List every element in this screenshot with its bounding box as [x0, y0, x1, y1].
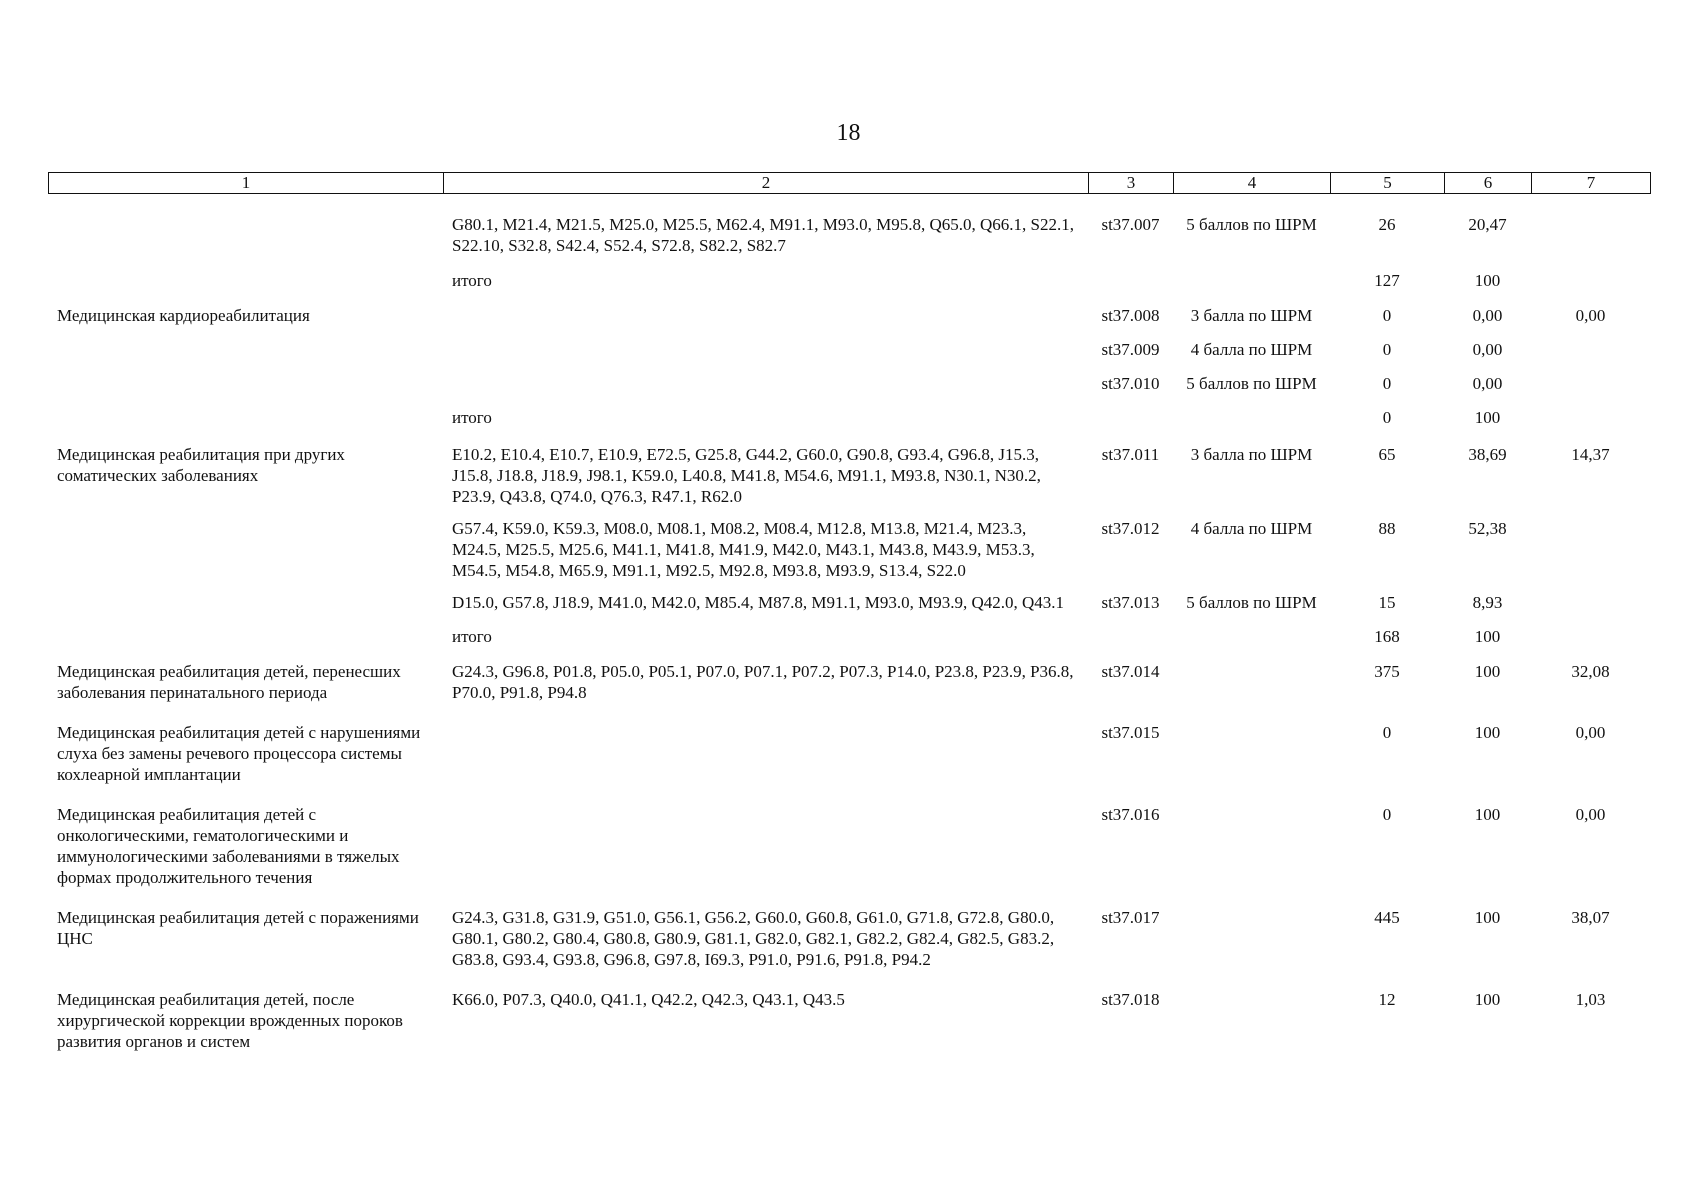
cell-col-1: [48, 326, 443, 360]
cell-col-5: 15: [1378, 593, 1396, 612]
cell-col-7: [1531, 326, 1650, 360]
cell-col-3: st37.008: [1101, 306, 1160, 325]
cell-col-4: [1173, 256, 1330, 291]
cell-col-3: st37.007: [1101, 215, 1160, 234]
cell-col-1: Медицинская реабилитация при других соматических заболеваниях: [57, 445, 345, 485]
table-row: [48, 703, 1650, 785]
cell-col-2: G80.1, M21.4, M21.5, M25.0, M25.5, M62.4, M91.1, M93.0, M95.8, Q65.0, Q66.1, S22.1, S22.10, S32.8, S42.4, S52.4, S72.8, S82.2, S82.7: [452, 215, 1074, 255]
cell-col-5: 65: [1378, 445, 1396, 464]
table-row: [48, 360, 1650, 394]
table-row: [48, 326, 1650, 360]
cell-col-4: [1173, 785, 1330, 888]
table-row: [48, 507, 1650, 581]
cell-col-2: [443, 785, 1088, 888]
cell-col-1: [48, 613, 443, 647]
table-row: [48, 970, 1650, 1052]
cell-col-5: 26: [1378, 215, 1396, 234]
cell-col-1: Медицинская кардиореабилитация: [57, 306, 310, 325]
cell-col-4: 5 баллов по ШРМ: [1186, 374, 1317, 393]
cell-col-4: [1173, 394, 1330, 428]
cell-col-7: [1531, 360, 1650, 394]
cell-col-2: E10.2, E10.4, E10.7, E10.9, E72.5, G25.8, G44.2, G60.0, G90.8, G93.4, G96.8, J15.3, J15.8, J18.8, J18.9, J98.1, K59.0, L40.8, M41.8, M54.6, M91.1, M93.8, N30.1, N30.2, P23.9, Q43.8, Q74.0, Q76.3, R47.1, R62.0: [452, 445, 1041, 506]
cell-col-1: Медицинская реабилитация детей, перенесших заболевания перинатального периода: [57, 662, 401, 702]
cell-col-3: st37.013: [1101, 593, 1160, 612]
column-number-header: [48, 172, 1651, 194]
cell-col-2: G24.3, G96.8, P01.8, P05.0, P05.1, P07.0, P07.1, P07.2, P07.3, P14.0, P23.8, P23.9, P36.8, P70.0, P91.8, P94.8: [452, 662, 1074, 702]
cell-col-1: [48, 507, 443, 581]
cell-col-5: 0: [1382, 306, 1392, 325]
cell-col-7: 14,37: [1571, 445, 1610, 464]
cell-col-6: 100: [1474, 271, 1501, 290]
cell-col-2: G24.3, G31.8, G31.9, G51.0, G56.1, G56.2, G60.0, G60.8, G61.0, G71.8, G72.8, G80.0, G80.1, G80.2, G80.4, G80.8, G80.9, G81.1, G82.0, G82.1, G82.2, G82.4, G82.5, G83.2, G83.8, G93.4, G93.8, G96.8, G97.8, I69.3, P91.0, P91.6, P91.8, P94.2: [452, 908, 1055, 969]
cell-col-5: 12: [1378, 990, 1396, 1009]
cell-col-6: 0,00: [1472, 306, 1503, 325]
header-col-6: 6: [1445, 173, 1532, 194]
cell-col-2: итого: [452, 271, 492, 290]
header-col-1: 1: [49, 173, 444, 194]
table-row: [48, 613, 1650, 647]
cell-col-4: 5 баллов по ШРМ: [1186, 593, 1317, 612]
cell-col-3: st37.015: [1101, 723, 1160, 742]
cell-col-5: 88: [1378, 519, 1396, 538]
cell-col-4: 4 балла по ШРМ: [1190, 340, 1313, 359]
cell-col-1: Медицинская реабилитация детей с поражениями ЦНС: [57, 908, 419, 948]
cell-col-7: 0,00: [1575, 306, 1606, 325]
cell-col-6: 0,00: [1472, 374, 1503, 393]
cell-col-4: 3 балла по ШРМ: [1190, 445, 1313, 464]
table-row: [48, 291, 1650, 326]
cell-col-2: [443, 703, 1088, 785]
cell-col-2: [443, 360, 1088, 394]
cell-col-5: 168: [1374, 627, 1400, 646]
cell-col-3: st37.017: [1101, 908, 1160, 927]
cell-col-7: [1531, 256, 1650, 291]
cell-col-5: 0: [1382, 340, 1392, 359]
cell-col-5: 375: [1374, 662, 1400, 681]
cell-col-7: [1531, 581, 1650, 613]
cell-col-3: st37.014: [1101, 662, 1160, 681]
cell-col-5: 0: [1382, 408, 1392, 427]
cell-col-4: [1173, 888, 1330, 970]
cell-col-1: [48, 360, 443, 394]
cell-col-4: [1173, 703, 1330, 785]
cell-col-6: 0,00: [1472, 340, 1503, 359]
cell-col-1: Медицинская реабилитация детей, после хирургической коррекции врожденных пороков развития органов и систем: [57, 990, 403, 1051]
cell-col-3: st37.018: [1101, 990, 1160, 1009]
table-row: [48, 785, 1650, 888]
cell-col-2: [443, 291, 1088, 326]
cell-col-5: 445: [1374, 908, 1400, 927]
cell-col-2: D15.0, G57.8, J18.9, M41.0, M42.0, M85.4, M87.8, M91.1, M93.0, M93.9, Q42.0, Q43.1: [452, 593, 1065, 612]
cell-col-7: [1531, 613, 1650, 647]
cell-col-1: Медицинская реабилитация детей с онкологическими, гематологическими и иммунологическими заболеваниями в тяжелых формах продолжительного течения: [57, 805, 400, 887]
table-row: [48, 201, 1650, 256]
cell-col-3: [1088, 613, 1173, 647]
cell-col-3: st37.011: [1101, 445, 1160, 464]
cell-col-5: 0: [1382, 374, 1392, 393]
cell-col-6: 100: [1474, 662, 1501, 681]
cell-col-7: 0,00: [1575, 723, 1606, 742]
header-col-5: 5: [1331, 173, 1445, 194]
cell-col-4: [1173, 647, 1330, 703]
cell-col-3: st37.012: [1101, 519, 1160, 538]
cell-col-2: итого: [452, 408, 492, 427]
cell-col-1: [48, 581, 443, 613]
data-table: [48, 201, 1650, 1052]
cell-col-1: [48, 394, 443, 428]
cell-col-7: 1,03: [1575, 990, 1606, 1009]
cell-col-5: 127: [1374, 271, 1400, 290]
cell-col-7: [1531, 507, 1650, 581]
cell-col-1: [48, 201, 443, 256]
cell-col-7: [1531, 394, 1650, 428]
cell-col-3: [1088, 256, 1173, 291]
cell-col-7: 38,07: [1571, 908, 1610, 927]
cell-col-3: st37.009: [1101, 340, 1160, 359]
header-col-2: 2: [444, 173, 1089, 194]
cell-col-6: 100: [1474, 990, 1501, 1009]
cell-col-2: [443, 326, 1088, 360]
table-row: [48, 256, 1650, 291]
cell-col-7: [1531, 201, 1650, 256]
cell-col-6: 100: [1474, 408, 1501, 427]
cell-col-4: 4 балла по ШРМ: [1190, 519, 1313, 538]
table-row: [48, 888, 1650, 970]
header-col-4: 4: [1174, 173, 1331, 194]
cell-col-6: 52,38: [1468, 519, 1507, 538]
cell-col-7: 0,00: [1575, 805, 1606, 824]
header-col-3: 3: [1089, 173, 1174, 194]
cell-col-6: 100: [1474, 627, 1501, 646]
cell-col-6: 38,69: [1468, 445, 1507, 464]
cell-col-6: 100: [1474, 805, 1501, 824]
cell-col-4: 5 баллов по ШРМ: [1186, 215, 1317, 234]
table-row: [48, 428, 1650, 507]
cell-col-6: 100: [1474, 723, 1501, 742]
cell-col-6: 20,47: [1468, 215, 1507, 234]
cell-col-4: 3 балла по ШРМ: [1190, 306, 1313, 325]
cell-col-3: [1088, 394, 1173, 428]
cell-col-3: st37.010: [1101, 374, 1160, 393]
cell-col-2: итого: [452, 627, 492, 646]
page-number: 18: [836, 120, 861, 146]
cell-col-5: 0: [1382, 723, 1392, 742]
cell-col-4: [1173, 970, 1330, 1052]
cell-col-7: 32,08: [1571, 662, 1610, 681]
table-row: [48, 394, 1650, 428]
cell-col-4: [1173, 613, 1330, 647]
header-col-7: 7: [1532, 173, 1651, 194]
cell-col-6: 8,93: [1472, 593, 1503, 612]
cell-col-1: [48, 256, 443, 291]
cell-col-1: Медицинская реабилитация детей с нарушениями слуха без замены речевого процессора системы кохлеарной имплантации: [57, 723, 421, 784]
table-row: [48, 647, 1650, 703]
table-row: [48, 581, 1650, 613]
cell-col-2: K66.0, P07.3, Q40.0, Q41.1, Q42.2, Q42.3, Q43.1, Q43.5: [452, 990, 845, 1009]
cell-col-5: 0: [1382, 805, 1392, 824]
cell-col-3: st37.016: [1101, 805, 1160, 824]
cell-col-6: 100: [1474, 908, 1501, 927]
cell-col-2: G57.4, K59.0, K59.3, M08.0, M08.1, M08.2, M08.4, M12.8, M13.8, M21.4, M23.3, M24.5, M25.5, M25.6, M41.1, M41.8, M41.9, M42.0, M43.1, M43.8, M43.9, M53.3, M54.5, M54.8, M65.9, M91.1, M92.5, M92.8, M93.8, M93.9, S13.4, S22.0: [452, 519, 1035, 580]
